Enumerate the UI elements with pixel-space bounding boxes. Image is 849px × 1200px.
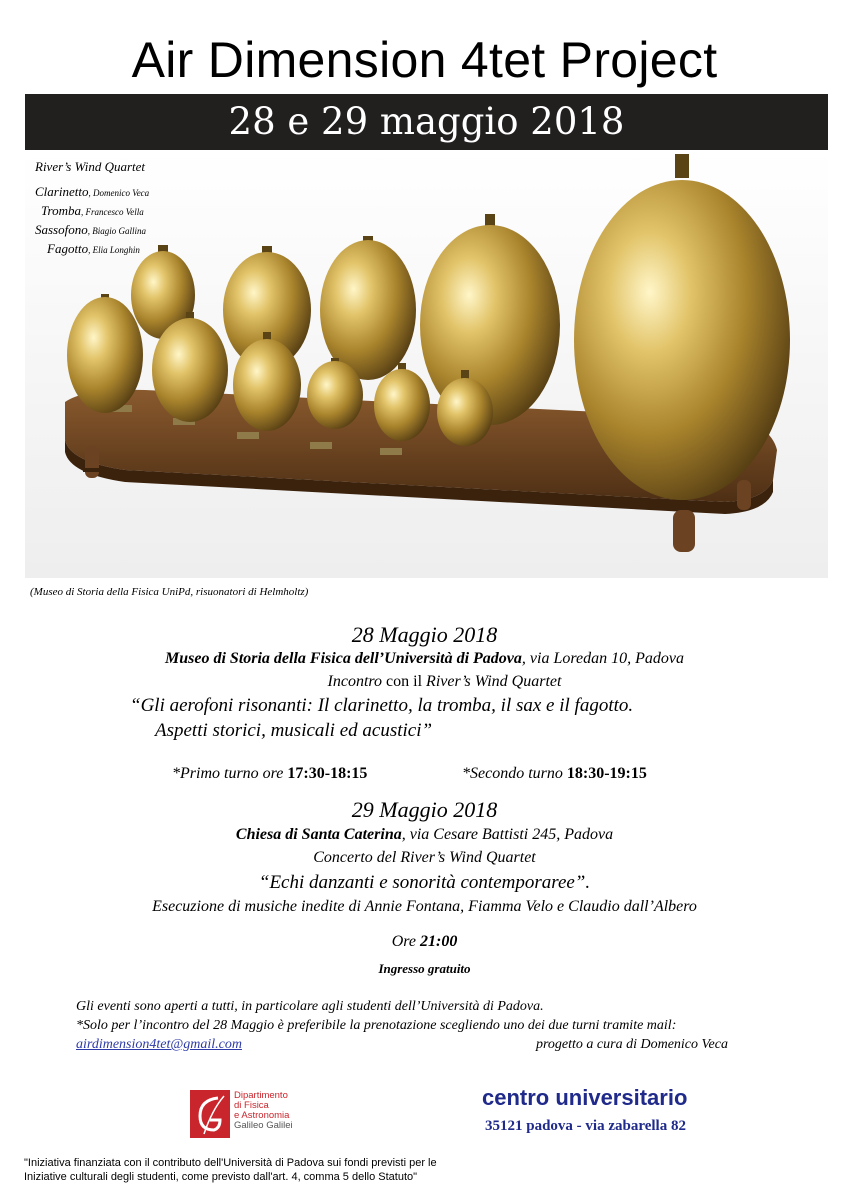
booking-email-link[interactable]: airdimension4tet@gmail.com <box>76 1037 242 1052</box>
time-label: Ore <box>391 933 420 950</box>
cast-row-clarinetto <box>35 183 149 202</box>
turn2 <box>462 765 647 783</box>
event1-talk-title-line2: Aspetti storici, musicali ed acustici” <box>155 720 433 741</box>
info-booking: *Solo per l’incontro del 28 Maggio è preferibile la prenotazione scegliendo uno dei due turni tramite mail: <box>76 1018 677 1033</box>
player: , Domenico Veca <box>88 188 150 198</box>
quartet-cast <box>35 158 149 259</box>
event1-date: 28 Maggio 2018 <box>351 622 498 647</box>
logo-line: Dipartimento <box>234 1090 288 1101</box>
curator-credit: progetto a cura di Domenico Veca <box>536 1037 728 1052</box>
event2-venue: Chiesa di Santa Caterina <box>235 826 402 843</box>
meeting-con: con il <box>386 673 423 690</box>
date-banner <box>25 94 828 150</box>
logo-line: di Fisica <box>234 1100 269 1111</box>
logo-line: e Astronomia <box>234 1110 290 1121</box>
cast-row-tromba <box>35 202 149 221</box>
funding-line: "Iniziativa finanziata con il contributo dell'Università di Padova sui fondi previsti per le <box>24 1157 437 1169</box>
department-name <box>234 1091 293 1131</box>
turn1-label: *Primo turno ore <box>172 765 288 782</box>
turn2-time: 18:30-19:15 <box>566 765 647 782</box>
event2-location <box>0 826 849 844</box>
event2-program: Esecuzione di musiche inedite di Annie Fontana, Fiamma Velo e Claudio dall’Albero <box>152 898 697 915</box>
entry-note: Ingresso gratuito <box>378 961 471 976</box>
event1-talk-title-line1: “Gli aerofoni risonanti: Il clarinetto, la tromba, il sax e il fagotto. <box>130 695 634 716</box>
event1-address: , via Loredan 10, Padova <box>521 650 684 667</box>
date-banner-text: 28 e 29 maggio 2018 <box>228 100 625 143</box>
instrument: Clarinetto <box>35 184 89 199</box>
centro-universitario-title: centro universitario <box>482 1085 688 1110</box>
event2-time <box>0 933 849 951</box>
turn1-time: 17:30-18:15 <box>287 765 368 782</box>
instrument: Fagotto <box>47 241 89 256</box>
meeting-suffix: River’s Wind Quartet <box>422 673 562 690</box>
turn2-label: *Secondo turno <box>462 765 567 782</box>
player: , Elia Longhin <box>88 245 140 255</box>
event1-meeting <box>20 673 849 691</box>
cast-row-sassofono <box>35 221 149 240</box>
department-logo <box>190 1090 330 1138</box>
time-value: 21:00 <box>419 933 458 950</box>
poster-title: Air Dimension 4tet Project <box>131 32 718 88</box>
photo-caption: (Museo di Storia della Fisica UniPd, risuonatori di Helmholtz) <box>30 586 309 598</box>
player: , Francesco Vella <box>80 207 144 217</box>
resonators-photo <box>25 150 828 578</box>
event1-location <box>0 650 849 668</box>
funding-note <box>24 1156 437 1184</box>
info-open: Gli eventi sono aperti a tutti, in particolare agli studenti dell’Università di Padova. <box>76 999 544 1014</box>
cast-row-fagotto <box>35 240 149 259</box>
event1-venue: Museo di Storia della Fisica dell’Università di Padova <box>165 650 522 667</box>
logo-line: Galileo Galilei <box>234 1120 293 1131</box>
quartet-name: River’s Wind Quartet <box>35 159 146 174</box>
galileo-logo-icon <box>190 1090 230 1138</box>
meeting-prefix: Incontro <box>327 673 387 690</box>
player: , Biagio Gallina <box>87 226 146 236</box>
event2-concert-title: “Echi danzanti e sonorità contemporaree”. <box>258 872 591 893</box>
instrument: Sassofono <box>35 222 88 237</box>
event2-concert: Concerto del River’s Wind Quartet <box>313 849 536 866</box>
event2-date: 29 Maggio 2018 <box>351 797 498 822</box>
event2-address: , via Cesare Battisti 245, Padova <box>401 826 614 843</box>
funding-line: Iniziative culturali degli studenti, come previsto dall'art. 4, comma 5 dello Statuto" <box>24 1171 418 1183</box>
turn1 <box>172 765 367 783</box>
instrument: Tromba <box>41 203 81 218</box>
centro-universitario-address: 35121 padova - via zabarella 82 <box>485 1118 686 1134</box>
